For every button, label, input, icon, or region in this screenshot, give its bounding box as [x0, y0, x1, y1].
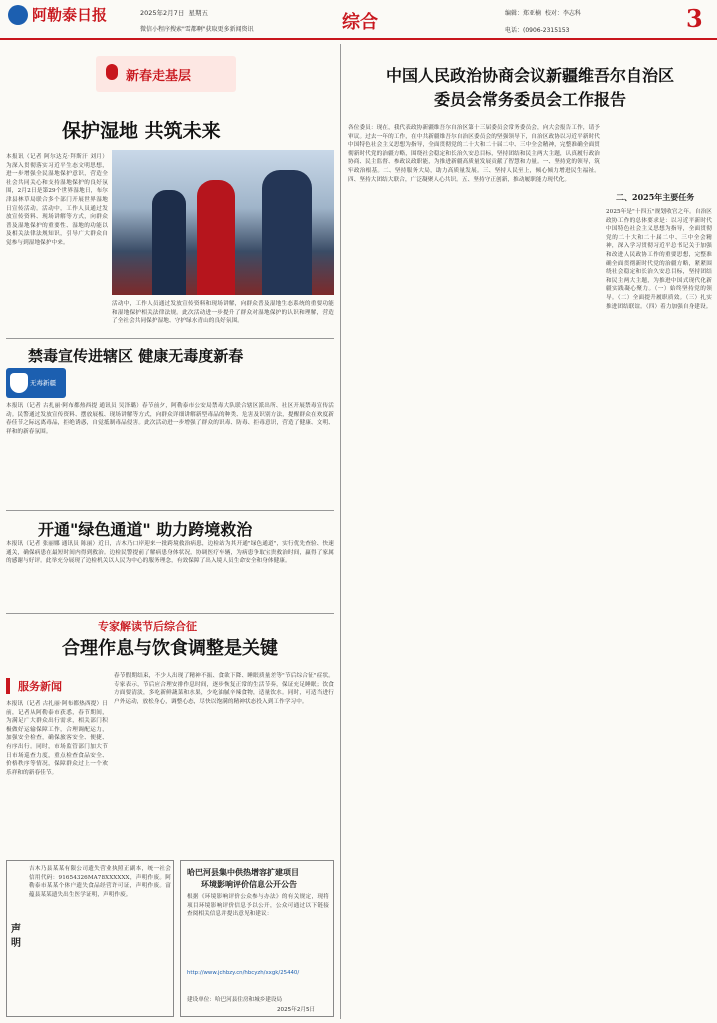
- announcement-unit: 建设单位：哈巴河县住房和城乡建设局: [187, 997, 283, 1003]
- green-title: 开通"绿色通道" 助力跨境救治: [38, 520, 253, 539]
- drug-body: 本报讯（记者 古扎丽·阿布都热西提 通讯员 吴泽璐）春节前夕，阿勒泰市公安局禁毒大队联合辖区派出所、社区开展禁毒宣传活动。民警通过发放宣传资料、摆放展板、现场讲解等方式，向群众详细讲解新型毒品的种类、危害及识别方法，提醒群众在欢度新春佳节之际远离毒品，拒绝诱惑，自觉抵制毒品侵害。此次活动进一步增强了群众的识毒、防毒、拒毒意识，营造了健康、文明、祥和的新春氛围。: [6, 403, 334, 435]
- announcement-box: [180, 860, 334, 1017]
- holiday-body: 春节假期结束，不少人出现了精神不振、食欲下降、睡眠质量差等"节后综合征"症状。专家表示，节后应合理安排作息时间，逐步恢复正常的生活节奏，保证充足睡眠；饮食方面要清淡，多吃新鲜蔬菜和水果，少吃油腻辛辣食物，适量饮水。同时，可适当进行户外运动，放松身心，调整心态，尽快以饱满的精神状态投入到工作学习中。: [114, 673, 334, 705]
- lantern-icon: [106, 64, 118, 80]
- service-body: 本报讯（记者 古扎丽·阿布都热西提）日前，记者从阿勒泰市获悉，春节期间，为满足广大群众出行需求，相关部门积极做好运输保障工作，合理调配运力，加强安全检查，确保旅客安全、便捷、有序出行。同时，市场监管部门加大节日市场巡查力度，重点检查食品安全、价格秩序等情况，保障群众过上一个欢乐祥和的新春佳节。: [6, 701, 108, 776]
- divider: [6, 613, 334, 614]
- service-header: [6, 678, 106, 694]
- holiday-kicker: 专家解读节后综合征: [98, 620, 197, 633]
- drug-title: 禁毒宣传进辖区 健康无毒度新春: [28, 347, 244, 365]
- divider: [6, 338, 334, 339]
- wetland-photo: [112, 150, 334, 295]
- holiday-title: 合理作息与饮食调整是关键: [62, 638, 278, 659]
- person-figure: [152, 190, 186, 295]
- festival-banner: [96, 56, 236, 92]
- cppcc-title-2: 委员会常务委员会工作报告: [433, 90, 626, 109]
- masthead-phone: 电话：(0906-2315153: [505, 27, 570, 34]
- green-body: 本报讯（记者 张丽娜 通讯员 陈丽）近日，吉木乃口岸迎来一批跨境救治病患，边检站为其开通"绿色通道"，实行优先查验、快速通关，确保病患在最短时间内得到救治。边检民警提前了解病患身体状况，协调医疗车辆，为病患争取宝贵救治时间，赢得了家属的感谢与好评。此举充分展现了边检机关以人民为中心的服务理念，有效保障了出入境人员生命安全和身体健康。: [6, 541, 334, 565]
- column-divider: [340, 44, 341, 1019]
- announcement-title-1: 哈巴河县集中供热增容扩建项目: [187, 867, 299, 877]
- weekday-text: 星期五: [188, 9, 208, 17]
- cppcc-title-block: [348, 64, 712, 116]
- person-figure: [197, 180, 235, 295]
- announcement-title-2: 环境影响评价信息公开公告: [201, 879, 297, 889]
- page-number: 3: [686, 4, 703, 33]
- divider: [6, 510, 334, 511]
- logo-text: 阿勒泰日报: [32, 6, 108, 24]
- wetland-title: 保护湿地 共筑未来: [62, 120, 221, 142]
- masthead-date: [140, 8, 208, 17]
- cppcc-section-heading: 二、2025年主要任务: [616, 192, 695, 202]
- person-figure: [262, 170, 312, 295]
- date-text: 2025年2月7日: [140, 9, 185, 17]
- notice-header: 声明: [11, 924, 21, 949]
- announcement-link[interactable]: http://www.jchbzy.cn/hbcyzh/xxgk/25440/: [187, 970, 300, 976]
- drug-logo: [6, 368, 66, 398]
- masthead-rule: [0, 38, 717, 40]
- logo-icon: [8, 5, 28, 25]
- cppcc-body-2: 2025年是"十四五"规划收官之年。自治区政协工作的总体要求是：以习近平新时代中国特色社会主义思想为指导，全面贯彻党的二十大和二十届二中、三中全会精神，深入学习贯彻习近平总书记关于加强和改进人民政协工作的重要思想，完整准确全面贯彻新时代党的治疆方略，紧紧围绕社会稳定和长治久安总目标，坚持团结和民主两大主题，为推进中国式现代化新疆实践凝心聚力。（一）始终坚持党的领导。（二）全面提升履职质效。（三）扎实推进团结联谊。（四）着力加强自身建设。: [606, 209, 712, 310]
- notice-body: 吉木乃县某某有限公司遗失营业执照正副本，统一社会信用代码：91654326MA78XXXXXX，声明作废。阿勒泰市某某个体户遗失食品经营许可证，声明作废。富蕴县某某遗失出生医学证明，声明作废。: [29, 866, 171, 898]
- shield-icon: [10, 373, 28, 393]
- masthead-editor: [505, 8, 581, 17]
- wetland-body-left: 本报讯（记者 阿尔达克·拜斯汗 刘月）为深入贯彻落实习近平生态文明思想，进一步增强全民湿地保护意识，营造全社会共同关心和支持湿地保护的良好氛围，2月2日是第29个世界湿地日，布尔津县林草局联合多个部门开展世界湿地日宣传活动。活动中，工作人员通过发放宣传资料、现场讲解等方式，向群众普及湿地保护的重要性、湿地的功能以及相关法律法规知识，引导广大群众自觉参与到湿地保护中来。: [6, 154, 108, 246]
- masthead: [0, 0, 717, 42]
- masthead-subtitle: 微信小程序搜索"雪都啊"获取更多新闻资讯: [140, 26, 254, 33]
- proofreader-text: 校对：李志科: [544, 10, 581, 17]
- notice-box: [6, 860, 174, 1017]
- wetland-body-right: 活动中，工作人员通过发放宣传资料和现场讲解，向群众普及湿地生态系统的重要功能和湿地保护相关法律法规。此次活动进一步提升了群众对湿地保护的认识和理解，营造了全社会共同保护湿地、守护绿水青山的良好氛围。: [112, 301, 334, 325]
- drug-logo-text: 无毒新疆: [30, 379, 56, 387]
- announcement-body: 根据《环境影响评价公众参与办法》的有关规定，现将项目环境影响评价信息予以公开，公众可通过以下链接查阅相关信息并提出意见和建议：: [187, 894, 329, 918]
- cppcc-title-1: 中国人民政治协商会议新疆维吾尔自治区: [385, 66, 674, 85]
- service-header-text: 服务新闻: [18, 680, 62, 693]
- section-title: 综合: [342, 12, 378, 33]
- cppcc-body: 各位委员：现在，我代表政协新疆维吾尔自治区第十三届委员会常务委员会，向大会报告工作，请予审议。过去一年的工作，在中共新疆维吾尔自治区委员会的坚强领导下，自治区政协以习近平新时代中国特色社会主义思想为指导，全面贯彻党的二十大和二十届二中、三中全会精神，完整准确全面贯彻新时代党的治疆方略，围绕社会稳定和长治久安总目标，坚持团结和民主两大主题，认真履行政治协商、民主监督、参政议政职能，为推进新疆高质量发展贡献了智慧和力量。一、坚持党的领导，筑牢政治根基。二、坚持服务大局，助力高质量发展。三、坚持人民至上，倾心倾力增进民生福祉。四、坚持大团结大联合，广泛凝聚人心共识。五、坚持守正创新，推动履职能力现代化。: [348, 125, 600, 183]
- announcement-date: 2025年2月5日: [277, 1007, 316, 1013]
- editor-text: 编辑：郑亚楠: [505, 10, 542, 17]
- banner-text: 新春走基层: [126, 69, 192, 84]
